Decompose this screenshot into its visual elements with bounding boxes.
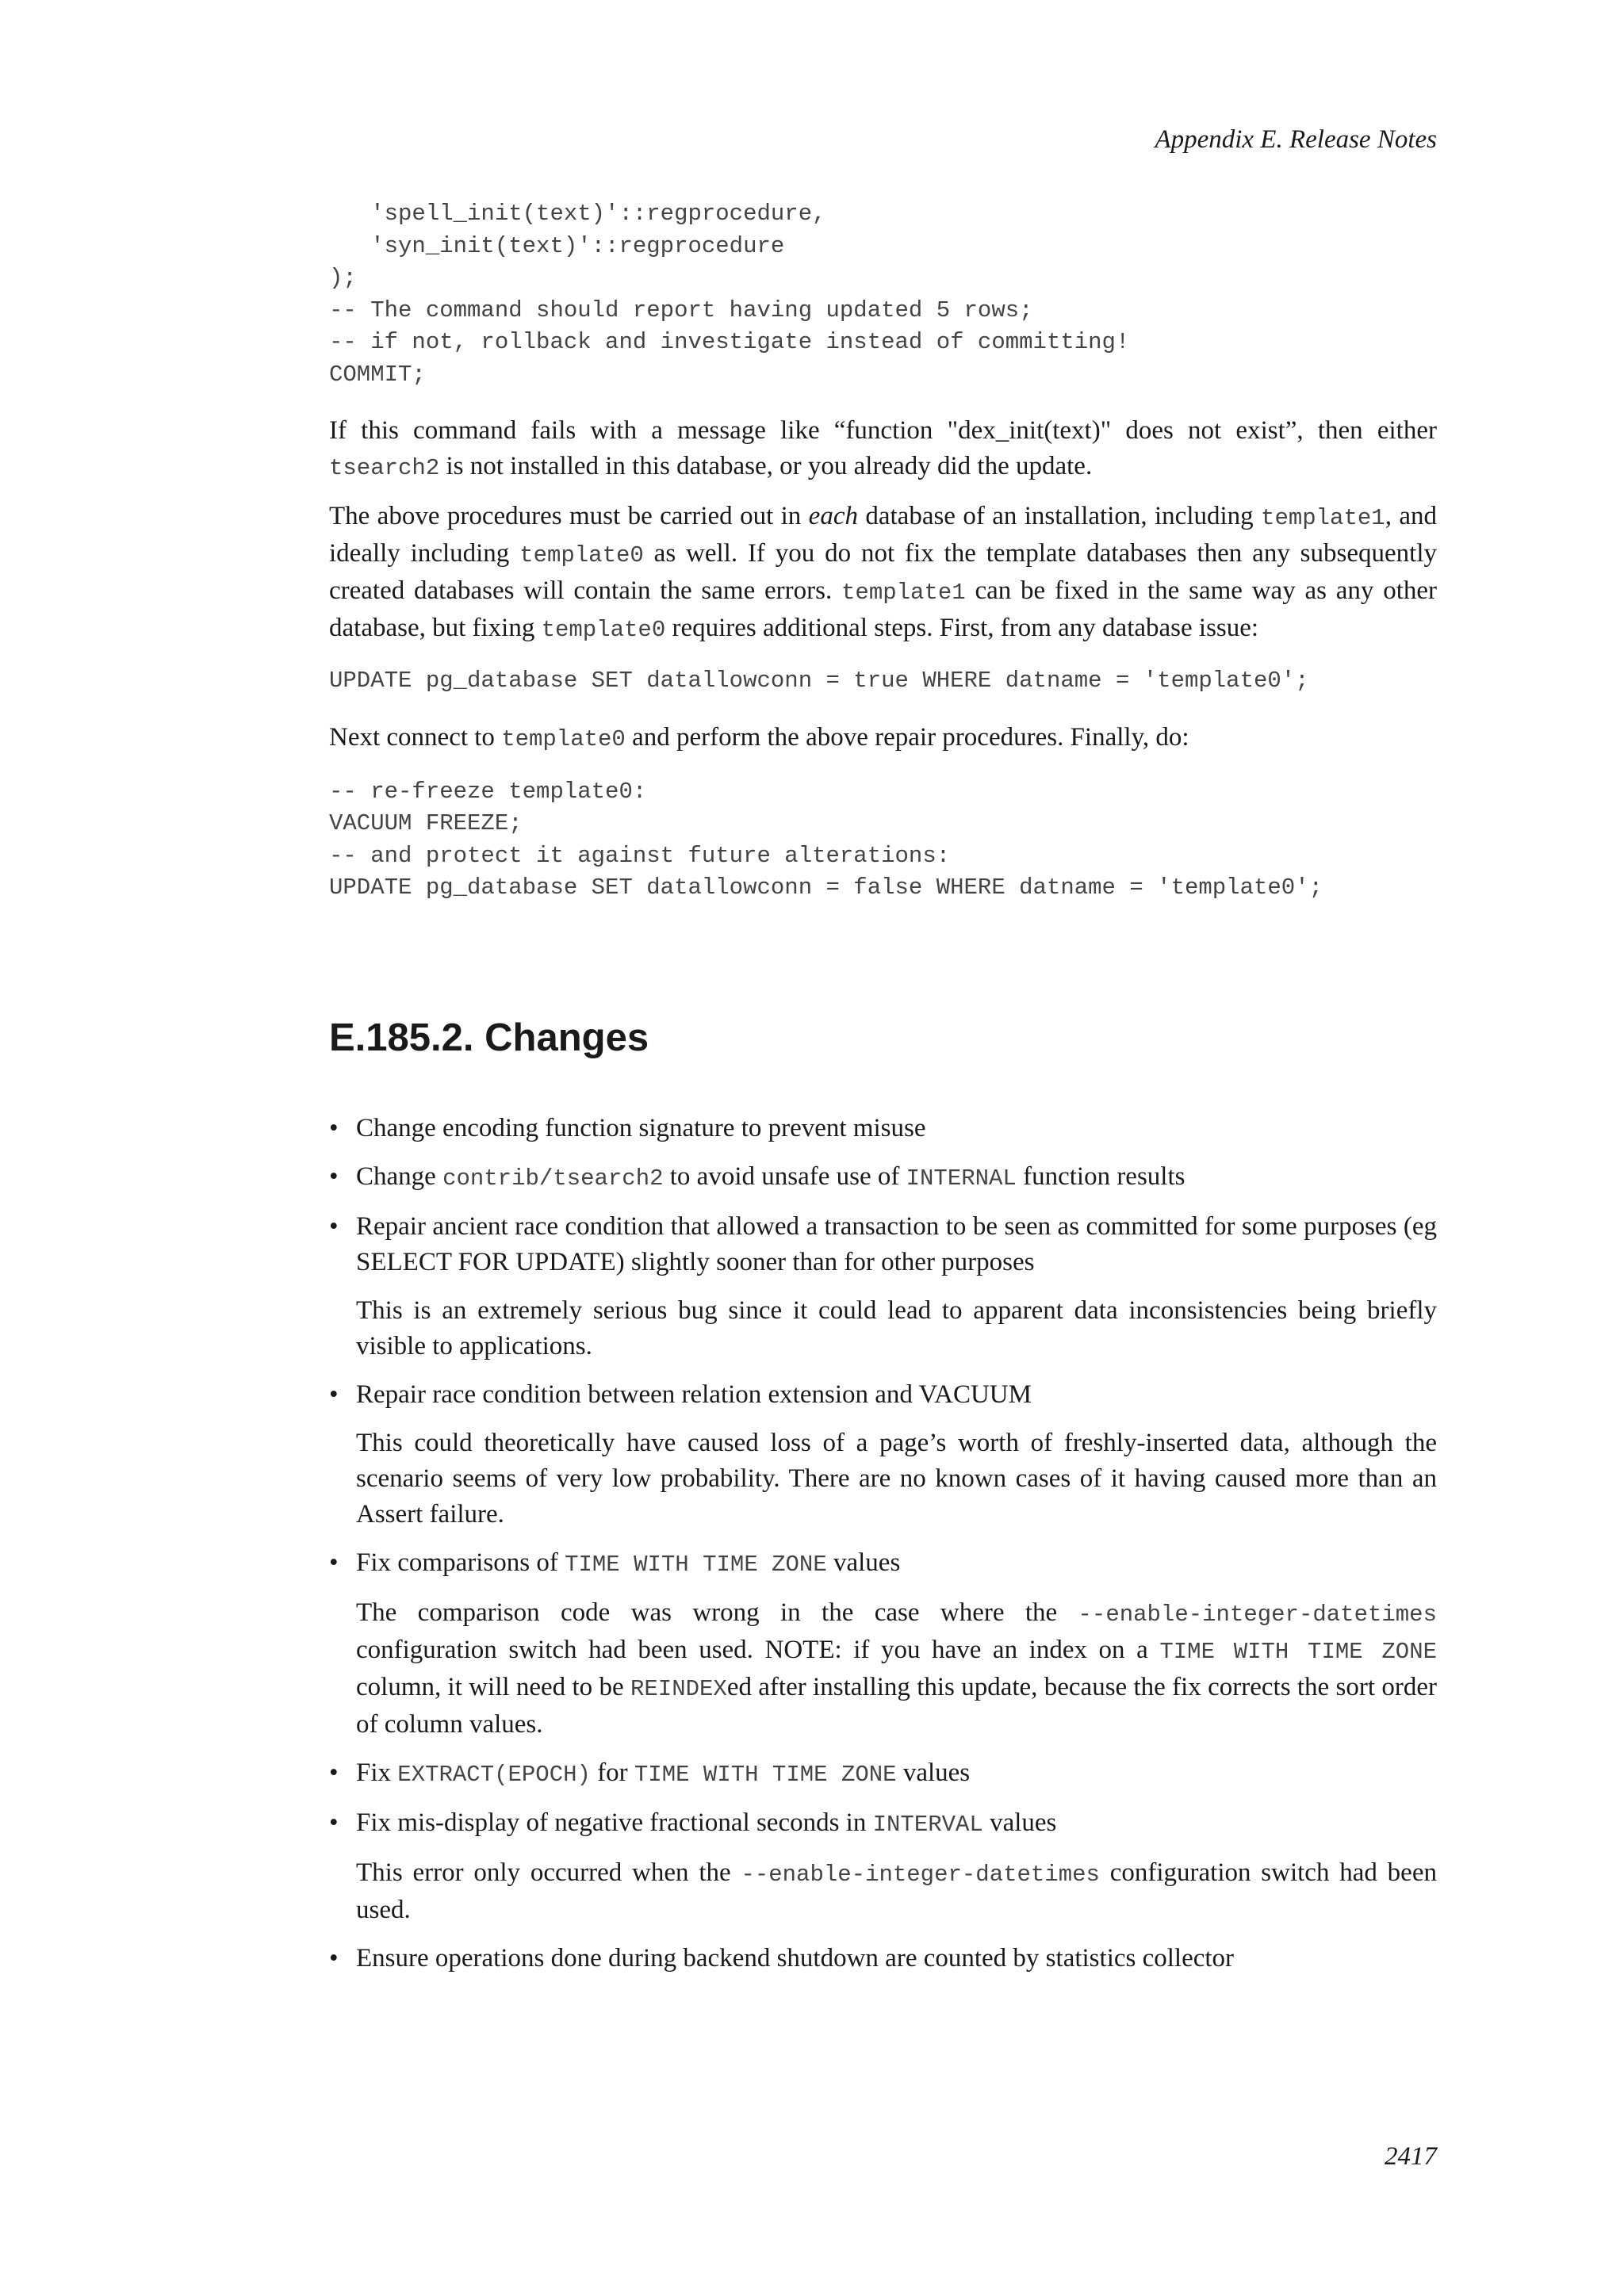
inline-code: template1 [1261, 505, 1385, 531]
code-line: COMMIT; [329, 361, 426, 388]
paragraph-next-connect: Next connect to template0 and perform the above repair procedures. Finally, do: [329, 722, 1189, 752]
section-heading: E.185.2. Changes [329, 1016, 649, 1059]
bullet-icon: • [329, 1808, 339, 1837]
inline-code: INTERNAL [906, 1165, 1017, 1192]
inline-code: --enable-integer-datetimes [1078, 1601, 1437, 1628]
code-line: -- The command should report having updated 5 rows; [329, 297, 1033, 323]
running-header: Appendix E. Release Notes [1155, 125, 1437, 154]
emphasis: each [808, 502, 858, 530]
inline-code: contrib/tsearch2 [442, 1165, 664, 1192]
bullet-icon: • [329, 1211, 339, 1241]
bullet-icon: • [329, 1548, 339, 1577]
list-item: • Fix mis-display of negative fractional seconds in INTERVAL values This error only occurred when the --enable-integer-datetimes configuration switch had been used. [329, 1805, 1437, 1928]
paragraph-dex-init: If this command fails with a message like “function "dex_init(text)" does not exist”, then either tsearch2 is not installed in this database, or you already did the update. [329, 416, 1437, 481]
list-item: • Repair ancient race condition that allowed a transaction to be seen as committed for some purposes (eg SELECT FOR UPDATE) slightly sooner than for other purposes This is an extremely serious bug since it could lead to apparent data inconsistencies being briefly visible to applications. [329, 1209, 1437, 1364]
code-line: -- and protect it against future alterations: [329, 842, 951, 869]
inline-code: TIME WITH TIME ZONE [565, 1551, 827, 1578]
code-line: UPDATE pg_database SET datallowconn = true WHERE datname = 'template0'; [329, 668, 1309, 694]
list-item: • Repair race condition between relation extension and VACUUM This could theoretically have caused loss of a page’s worth of freshly-inserted data, although the scenario seems of very low probability. There are no known cases of it having caused more than an Assert failure. [329, 1377, 1437, 1533]
bullet-icon: • [329, 1758, 339, 1787]
inline-code: template0 [519, 542, 644, 568]
list-item: • Fix EXTRACT(EPOCH) for TIME WITH TIME ZONE values [329, 1755, 1437, 1793]
code-line: ); [329, 265, 357, 291]
code-line: 'syn_init(text)'::regprocedure [329, 232, 785, 259]
changes-list [329, 1111, 1437, 1976]
inline-code: INTERVAL [872, 1811, 983, 1838]
code-line: -- re-freeze template0: [329, 778, 647, 805]
inline-code: template0 [501, 725, 626, 752]
bullet-icon: • [329, 1943, 339, 1973]
list-item: • Fix comparisons of TIME WITH TIME ZONE values The comparison code was wrong in the case where the --enable-integer-datetimes configuration switch had been used. NOTE: if you have an index on a TIME WITH TIME ZONE column, it will need to be REINDEXed after installing this update, because the fix corrects the sort order of column values. [329, 1545, 1437, 1743]
inline-code: template0 [541, 617, 666, 643]
inline-code: --enable-integer-datetimes [741, 1861, 1100, 1888]
code-line: UPDATE pg_database SET datallowconn = false WHERE datname = 'template0'; [329, 874, 1323, 901]
list-item: • Change encoding function signature to prevent misuse [329, 1111, 1437, 1146]
page-content [329, 198, 1437, 1976]
inline-code: TIME WITH TIME ZONE [634, 1761, 897, 1788]
code-line: -- if not, rollback and investigate instead of committing! [329, 329, 1130, 355]
inline-code: template1 [841, 580, 966, 606]
bullet-icon: • [329, 1113, 339, 1142]
inline-code: tsearch2 [329, 455, 440, 481]
page-number: 2417 [1385, 2142, 1437, 2171]
list-item: • Ensure operations done during backend shutdown are counted by statistics collector [329, 1941, 1437, 1976]
inline-code: TIME WITH TIME ZONE [1159, 1638, 1438, 1665]
inline-code: REINDEX [630, 1675, 727, 1702]
code-line: 'spell_init(text)'::regprocedure, [329, 201, 826, 227]
code-block-top [329, 198, 1437, 391]
code-block-middle [329, 665, 1437, 698]
code-line: VACUUM FREEZE; [329, 810, 523, 836]
code-block-bottom [329, 776, 1437, 905]
paragraph-template-databases: The above procedures must be carried out in each database of an installation, including template1, and ideally including template0 as well. If you do not fix the template databases then any subsequently created databases will contain the same errors. template1 can be fixed in the same way as any other database, but fixing template0 requires additional steps. First, from any database issue: [329, 502, 1437, 643]
bullet-icon: • [329, 1161, 339, 1191]
bullet-icon: • [329, 1380, 339, 1409]
inline-code: EXTRACT(EPOCH) [397, 1761, 591, 1788]
list-item: • Change contrib/tsearch2 to avoid unsafe use of INTERNAL function results [329, 1159, 1437, 1196]
